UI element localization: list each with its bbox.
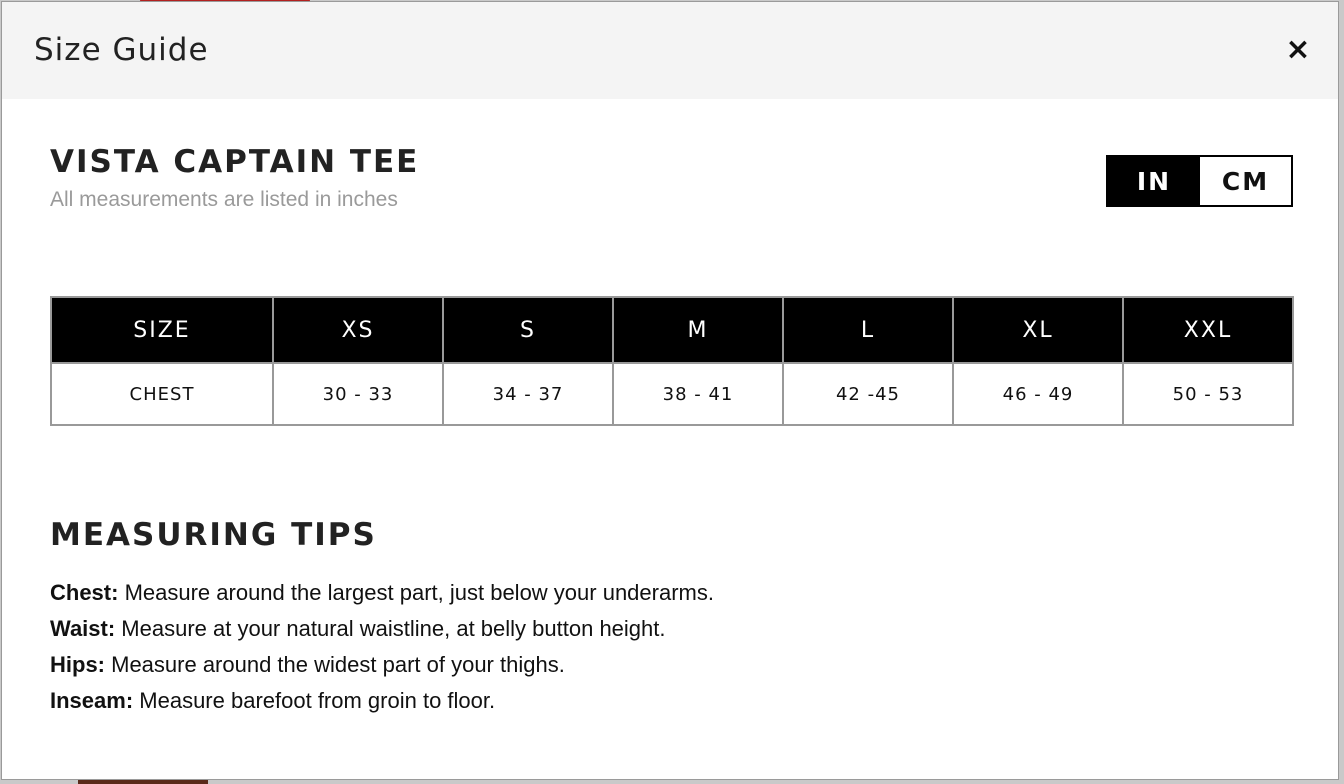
size-guide-modal (1, 1, 1339, 780)
modal-header (2, 2, 1338, 99)
units-note: All measurements are listed in inches (50, 188, 398, 211)
unit-option-in[interactable]: IN (1108, 157, 1200, 205)
measuring-tips-title: MEASURING TIPS (50, 517, 377, 553)
table-cell: 34 - 37 (443, 363, 613, 425)
list-item (50, 683, 714, 719)
column-header: SIZE (51, 297, 273, 363)
tip-text: Measure around the largest part, just below your underarms. (118, 580, 714, 605)
unit-option-cm[interactable]: CM (1200, 157, 1291, 205)
table-cell: 38 - 41 (613, 363, 783, 425)
measuring-tips-list (50, 575, 714, 719)
list-item (50, 611, 714, 647)
tip-term: Hips: (50, 652, 105, 677)
modal-title: Size Guide (34, 32, 209, 68)
column-header: XL (953, 297, 1123, 363)
close-icon[interactable]: × (1285, 32, 1311, 67)
table-cell: 50 - 53 (1123, 363, 1293, 425)
list-item (50, 575, 714, 611)
column-header: XS (273, 297, 443, 363)
tip-text: Measure around the widest part of your thighs. (105, 652, 565, 677)
table-cell: 30 - 33 (273, 363, 443, 425)
table-cell: 46 - 49 (953, 363, 1123, 425)
tip-text: Measure at your natural waistline, at belly button height. (115, 616, 666, 641)
size-chart-table (50, 296, 1294, 426)
tip-term: Inseam: (50, 688, 134, 713)
column-header: M (613, 297, 783, 363)
tip-text: Measure barefoot from groin to floor. (133, 688, 496, 713)
tip-term: Chest: (50, 580, 119, 605)
row-label: CHEST (51, 363, 273, 425)
table-row (51, 363, 1293, 425)
product-name: VISTA CAPTAIN TEE (50, 144, 420, 180)
column-header: S (443, 297, 613, 363)
unit-toggle (1106, 155, 1293, 207)
column-header: L (783, 297, 953, 363)
table-cell: 42 -45 (783, 363, 953, 425)
table-header-row (51, 297, 1293, 363)
tip-term: Waist: (50, 616, 116, 641)
column-header: XXL (1123, 297, 1293, 363)
list-item (50, 647, 714, 683)
